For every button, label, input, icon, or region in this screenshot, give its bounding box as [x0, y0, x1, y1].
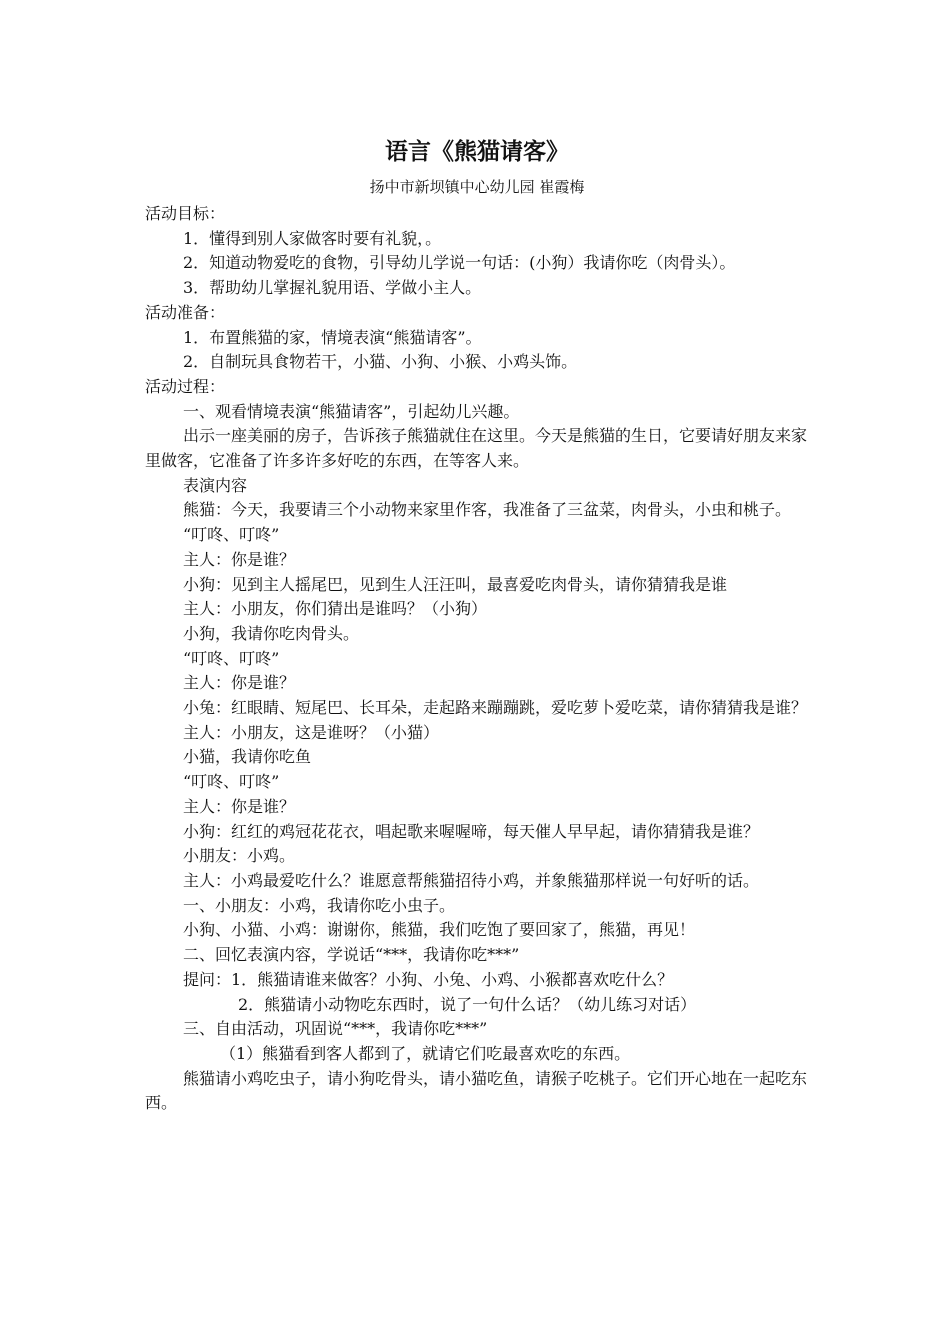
paragraph: 小猫，我请你吃鱼: [183, 747, 312, 767]
paragraph: 小兔：红眼睛、短尾巴、长耳朵，走起路来蹦蹦跳，爱吃萝卜爱吃菜，请你猜猜我是谁？: [183, 698, 808, 718]
paragraph: “叮咚、叮咚”: [183, 648, 280, 668]
paragraph: 一、观看情境表演“熊猫请客”，引起幼儿兴趣。: [183, 401, 520, 421]
paragraph: 熊猫：今天，我要请三个小动物来家里作客，我准备了三盆菜，肉骨头，小虫和桃子。: [183, 500, 792, 520]
paragraph: 表演内容: [183, 475, 248, 495]
paragraph: 小狗：见到主人摇尾巴，见到生人汪汪叫，最喜爱吃肉骨头，请你猜猜我是谁: [183, 574, 728, 594]
paragraph: 提问：1．熊猫请谁来做客？小狗、小兔、小鸡、小猴都喜欢吃什么？: [183, 969, 674, 989]
paragraph: 活动过程：: [145, 376, 226, 396]
paragraph: 出示一座美丽的房子，告诉孩子熊猫就住在这里。今天是熊猫的生日，它要请好朋友来家里做客，它准备了许多许多好吃的东西，在等客人来。: [145, 426, 808, 471]
paragraph: 主人：小朋友，你们猜出是谁吗？（小狗）: [183, 599, 488, 619]
document-page: [145, 132, 809, 1116]
paragraph: 主人：小朋友，这是谁呀？（小猫）: [183, 722, 440, 742]
paragraph: 主人：你是谁？: [183, 673, 296, 693]
paragraph: 2．熊猫请小动物吃东西时，说了一句什么话？（幼儿练习对话）: [238, 994, 697, 1014]
paragraph: 小朋友：小鸡。: [183, 846, 296, 866]
paragraph: 小狗：红红的鸡冠花花衣，唱起歌来喔喔啼，每天催人早早起，请你猜猜我是谁？: [183, 821, 760, 841]
paragraph: 主人：你是谁？: [183, 796, 296, 816]
paragraph: 活动目标：: [145, 204, 226, 223]
paragraph: 2．自制玩具食物若干，小猫、小狗、小猴、小鸡头饰。: [183, 352, 578, 372]
paragraph: 活动准备：: [145, 302, 226, 322]
paragraph: 熊猫请小鸡吃虫子，请小狗吃骨头，请小猫吃鱼，请猴子吃桃子。它们开心地在一起吃东西。: [145, 1068, 808, 1113]
paragraph: 二、回忆表演内容，学说话“***，我请你吃***”: [183, 945, 520, 965]
document-author: 扬中市新坝镇中心幼儿园 崔霞梅: [369, 178, 585, 196]
paragraph: 2．知道动物爱吃的食物，引导幼儿学说一句话：(小狗）我请你吃（肉骨头）。: [183, 253, 736, 273]
paragraph: 主人：你是谁？: [183, 549, 296, 569]
paragraph: 三、自由活动，巩固说“***，我请你吃***”: [183, 1019, 488, 1039]
paragraph: 小狗，我请你吃肉骨头。: [183, 623, 360, 643]
paragraph: （1）熊猫看到客人都到了，就请它们吃最喜欢吃的东西。: [220, 1043, 631, 1063]
paragraph: “叮咚、叮咚”: [183, 772, 280, 792]
paragraph: 3．帮助幼儿掌握礼貌用语、学做小主人。: [183, 278, 482, 298]
paragraph: “叮咚、叮咚”: [183, 525, 280, 545]
paragraph: 1．懂得到别人家做客时要有礼貌，。: [183, 228, 442, 248]
paragraph: 1．布置熊猫的家，情境表演“熊猫请客”。: [183, 327, 482, 347]
document-body: [145, 202, 809, 1116]
paragraph: 主人：小鸡最爱吃什么？谁愿意帮熊猫招待小鸡，并象熊猫那样说一句好听的话。: [183, 870, 760, 890]
paragraph: 小狗、小猫、小鸡：谢谢你，熊猫，我们吃饱了要回家了，熊猫，再见！: [183, 920, 696, 940]
paragraph: 一、小朋友：小鸡，我请你吃小虫子。: [183, 895, 456, 915]
document-title: 语言《熊猫请客》: [385, 139, 569, 165]
